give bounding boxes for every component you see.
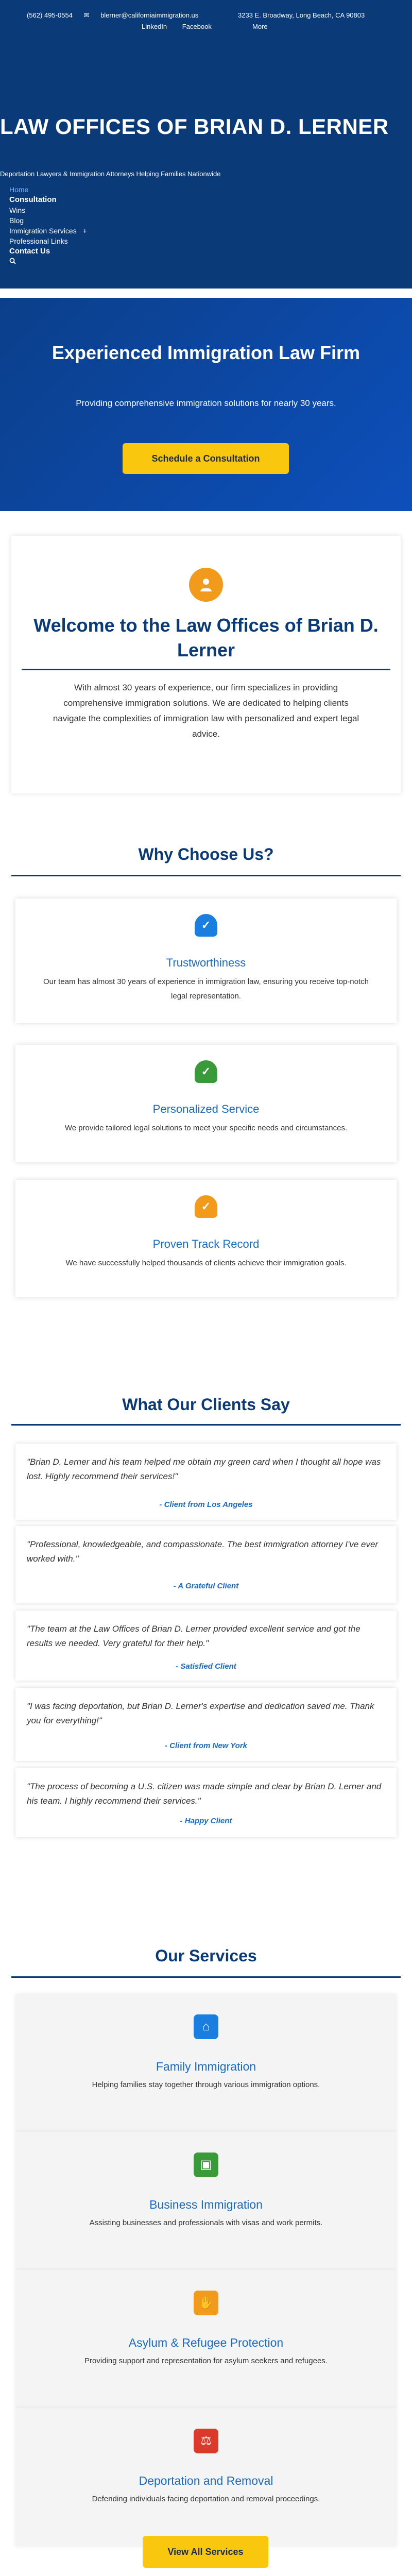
plus-icon[interactable]: + <box>82 227 87 235</box>
phone-link[interactable]: (562) 495-0554 <box>27 11 73 19</box>
service-text: Helping families stay together through various immigration options. <box>92 2080 320 2089</box>
why-card-title: Personalized Service <box>152 1103 260 1115</box>
testimonials-title: What Our Clients Say <box>122 1395 290 1414</box>
why-card-personalized <box>15 1045 397 1162</box>
testimonial-author: - A Grateful Client <box>173 1582 239 1590</box>
why-card-record <box>15 1180 397 1297</box>
testimonial-author: - Happy Client <box>180 1817 232 1825</box>
service-card-asylum[interactable] <box>15 2270 397 2408</box>
testimonial-card <box>15 1611 397 1681</box>
nav-item-label: Immigration Services <box>9 227 77 235</box>
services-title: Our Services <box>155 1946 257 1965</box>
contact-line <box>27 11 365 20</box>
site-header <box>0 0 412 289</box>
testimonial-author: - Client from New York <box>164 1741 248 1750</box>
service-title[interactable]: Family Immigration <box>156 2060 256 2073</box>
linkedin-link[interactable]: LinkedIn <box>142 23 167 30</box>
testimonial-quote: "Brian D. Lerner and his team helped me obtain my green card when I thought all hope was lost. Highly recommend their services!" <box>27 1457 381 1481</box>
service-card-business[interactable] <box>15 2132 397 2270</box>
welcome-title: Welcome to the Law Offices of Brian D. Lerner <box>33 615 379 660</box>
nav-item-wins[interactable]: Wins <box>9 206 26 214</box>
more-link[interactable]: More <box>252 23 268 30</box>
testimonial-card <box>15 1444 397 1520</box>
testimonial-author: - Satisfied Client <box>176 1662 236 1671</box>
nav-item-contact-us[interactable]: Contact Us <box>9 247 50 256</box>
hero-section <box>0 298 412 511</box>
hero-title: Experienced Immigration Law Firm <box>52 342 360 363</box>
social-links <box>142 23 268 30</box>
nav-item-professional-links[interactable]: Professional Links <box>9 237 68 245</box>
business-icon: ▣ <box>194 2153 218 2177</box>
address-link[interactable]: 3233 E. Broadway, Long Beach, CA 90803 <box>238 11 365 19</box>
divider <box>22 669 390 670</box>
main-nav <box>9 184 87 267</box>
search-icon[interactable] <box>9 257 87 267</box>
email-link[interactable]: blerner@californiaimmigration.us <box>100 11 199 19</box>
firm-title[interactable]: LAW OFFICES OF BRIAN D. LERNER <box>0 114 389 139</box>
family-icon: ⌂ <box>194 2014 218 2039</box>
hand-icon: ✋ <box>194 2291 218 2315</box>
divider <box>11 1976 401 1978</box>
email-icon: ✉ <box>83 11 90 19</box>
testimonial-card <box>15 1688 397 1761</box>
schedule-consultation-button[interactable]: Schedule a Consultation <box>123 443 289 474</box>
facebook-link[interactable]: Facebook <box>182 23 212 30</box>
why-card-title: Proven Track Record <box>152 1238 260 1250</box>
nav-item-home[interactable]: Home <box>9 185 29 194</box>
nav-item-immigration-services[interactable] <box>9 226 87 236</box>
testimonial-card <box>15 1526 397 1603</box>
person-icon <box>189 568 223 602</box>
service-title[interactable]: Asylum & Refugee Protection <box>128 2336 284 2349</box>
service-text: Defending individuals facing deportation and removal proceedings. <box>92 2495 320 2503</box>
shield-check-icon: ✓ <box>195 1195 217 1218</box>
testimonial-card <box>15 1768 397 1837</box>
why-card-title: Trustworthiness <box>166 956 246 969</box>
shield-check-icon: ✓ <box>195 1060 217 1083</box>
nav-item-consultation[interactable]: Consultation <box>9 195 57 204</box>
nav-item-blog[interactable]: Blog <box>9 216 24 225</box>
why-title: Why Choose Us? <box>138 845 274 863</box>
service-text: Providing support and representation for asylum seekers and refugees. <box>84 2357 328 2365</box>
view-all-services-button[interactable]: View All Services <box>143 2536 268 2568</box>
divider <box>11 1424 401 1426</box>
why-card-trust <box>15 899 397 1023</box>
service-title[interactable]: Business Immigration <box>149 2198 263 2211</box>
why-card-text: Our team has almost 30 years of experience in immigration law, ensuring you receive top-notch legal representation. <box>43 977 369 1001</box>
testimonial-quote: "Professional, knowledgeable, and compassionate. The best immigration attorney I've ever worked with." <box>27 1539 379 1564</box>
testimonial-quote: "The process of becoming a U.S. citizen was made simple and clear by Brian D. Lerner and his team. I highly recommend their services." <box>27 1782 382 1806</box>
testimonial-author: - Client from Los Angeles <box>159 1500 253 1509</box>
why-card-text: We provide tailored legal solutions to meet your specific needs and circumstances. <box>64 1124 348 1132</box>
testimonial-quote: "I was facing deportation, but Brian D. Lerner's expertise and dedication saved me. Thank you for everything!" <box>27 1701 374 1725</box>
service-title[interactable]: Deportation and Removal <box>139 2474 273 2487</box>
hero-subtitle: Providing comprehensive immigration solutions for nearly 30 years. <box>76 398 336 408</box>
firm-subtitle: Deportation Lawyers & Immigration Attorneys Helping Families Nationwide <box>0 170 221 178</box>
service-card-family[interactable] <box>15 1994 397 2132</box>
service-text: Assisting businesses and professionals with visas and work permits. <box>89 2218 323 2227</box>
shield-check-icon: ✓ <box>195 914 217 937</box>
welcome-card <box>11 536 401 793</box>
testimonial-quote: "The team at the Law Offices of Brian D. Lerner provided excellent service and got the results we needed. Very grateful for their help." <box>27 1624 360 1648</box>
why-card-text: We have successfully helped thousands of clients achieve their immigration goals. <box>65 1259 347 1267</box>
service-card-deportation[interactable] <box>15 2408 397 2546</box>
gavel-icon: ⚖ <box>194 2429 218 2453</box>
welcome-text: With almost 30 years of experience, our firm specializes in providing comprehensive immigration solutions. We are dedicated to helping clients navigate the complexities of immigration law with personalized and expert legal advice. <box>53 683 359 739</box>
divider <box>11 875 401 876</box>
